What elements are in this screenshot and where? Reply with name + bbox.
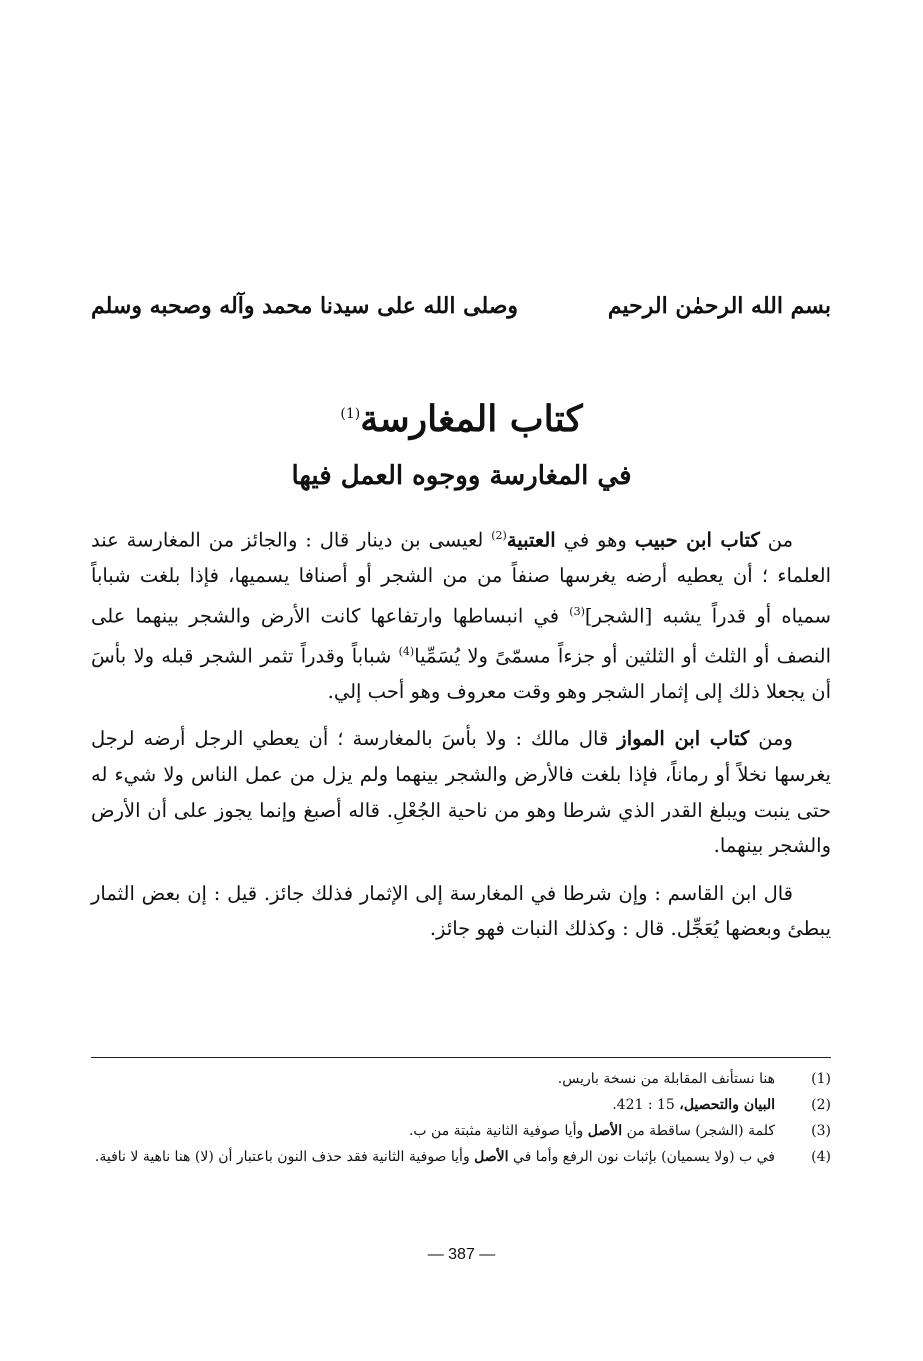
footnote-number: (3) — [811, 1123, 831, 1139]
p1-mid: وهو في — [563, 528, 627, 552]
paragraph-3 — [91, 876, 831, 947]
footnote-bold-part: الأصل — [587, 1123, 623, 1139]
chapter-subtitle: في المغارسة ووجوه العمل فيها — [291, 461, 632, 491]
chapter-title-text: كتاب المغارسة — [360, 398, 583, 440]
footnote-number: (2) — [811, 1097, 831, 1113]
footnote-text — [91, 1144, 775, 1170]
footnote-text-part: وأيا صوفية الثانية مثبتة من ب. — [408, 1123, 588, 1139]
basmala-header — [91, 288, 831, 324]
footnote-text-part: هنا نستأنف المقابلة من نسخة باريس. — [557, 1071, 775, 1087]
p2-text: قال مالك : ولا بأسَ بالمغارسة ؛ أن يعطي الرجل أرضه لرجل يغرسها نخلاً أو رماناً، فإذا بلغت فالأرض والشجر بينهما ولم يزل من عمل الناس ولا شيء له حتى ينبت ويبلغ القدر الذي شرطا وهو من ناحية الجُعْلِ. قاله أصبغ وإنما يجوز على أن الأرض والشجر بينهما. — [91, 727, 831, 858]
chapter-title — [0, 388, 923, 445]
footnote-divider — [91, 1057, 831, 1058]
chapter-title-note: (1) — [340, 406, 361, 422]
basmala-text: بسم الله الرحمٰن الرحيم — [607, 293, 831, 319]
p1-lead: من — [767, 528, 794, 552]
paragraph-2 — [91, 721, 831, 863]
body-text — [91, 518, 831, 957]
footnote-bold-part: الأصل — [474, 1149, 509, 1165]
footnote-text — [91, 1118, 775, 1144]
footnote-text — [91, 1092, 775, 1118]
footnote-ref-4: (4) — [398, 644, 415, 658]
p2-lead: ومن — [758, 727, 793, 751]
footnote-item — [91, 1144, 831, 1170]
footnote-text-part: 15 : 421. — [612, 1097, 680, 1113]
footnote-text-part: وأيا صوفية الثانية فقد حذف النون باعتبار أن (لا) هنا ناهية لا نافية. — [94, 1149, 475, 1165]
p1-source-2: العتبية — [506, 528, 556, 552]
footnote-number: (1) — [811, 1071, 831, 1087]
footnote-item — [91, 1118, 831, 1144]
footnote-text-part: في ب (ولا يسميان) بإثبات نون الرفع وأما في — [508, 1149, 775, 1165]
footnote-ref-3: (3) — [569, 604, 585, 618]
p1-text-c: شباباً وقدراً تثمر الشجر قبله ولا بأسَ أن يجعلا ذلك إلى إثمار الشجر وهو وقت معروف وهو أحب إلي. — [91, 644, 831, 703]
p2-source: كتاب ابن المواز — [617, 727, 750, 751]
p1-text-b: في انبساطها وارتفاعها كانت الأرض والشجر بينهما على النصف أو الثلث أو الثلثين أو جزءاً مسمّىً ولا يُسَمِّيا — [91, 604, 832, 668]
paragraph-1 — [91, 518, 831, 709]
footnote-bold-part: البيان والتحصيل، — [679, 1097, 775, 1113]
footnotes — [91, 1066, 831, 1170]
footnote-text-part: كلمة (الشجر) ساقطة من — [622, 1123, 775, 1139]
p3-text: قال ابن القاسم : وإن شرطا في المغارسة إلى الإثمار فذلك جائز. قيل : إن بعض الثمار يبطئ وبعضها يُعَجِّل. قال : وكذلك النبات فهو جائز. — [91, 881, 831, 941]
p1-text-a: لعيسى بن دينار قال : والجائز من المغارسة عند العلماء ؛ أن يعطيه أرضه يغرسها صنفاً من من الشجر أو أصنافا يسميها، فإذا بلغت شباباً سمياه أو قدراً يشبه [الشجر] — [91, 528, 832, 628]
footnote-item — [91, 1066, 831, 1092]
footnote-ref-2: (2) — [491, 529, 507, 542]
page-number: — 387 — — [427, 1246, 496, 1263]
p1-source-1: كتاب ابن حبيب — [634, 528, 760, 552]
footnote-item — [91, 1092, 831, 1118]
salutation-text: وصلى الله على سيدنا محمد وآله وصحبه وسلم — [91, 293, 519, 319]
footnote-number: (4) — [811, 1149, 831, 1165]
footnote-text — [91, 1066, 775, 1092]
